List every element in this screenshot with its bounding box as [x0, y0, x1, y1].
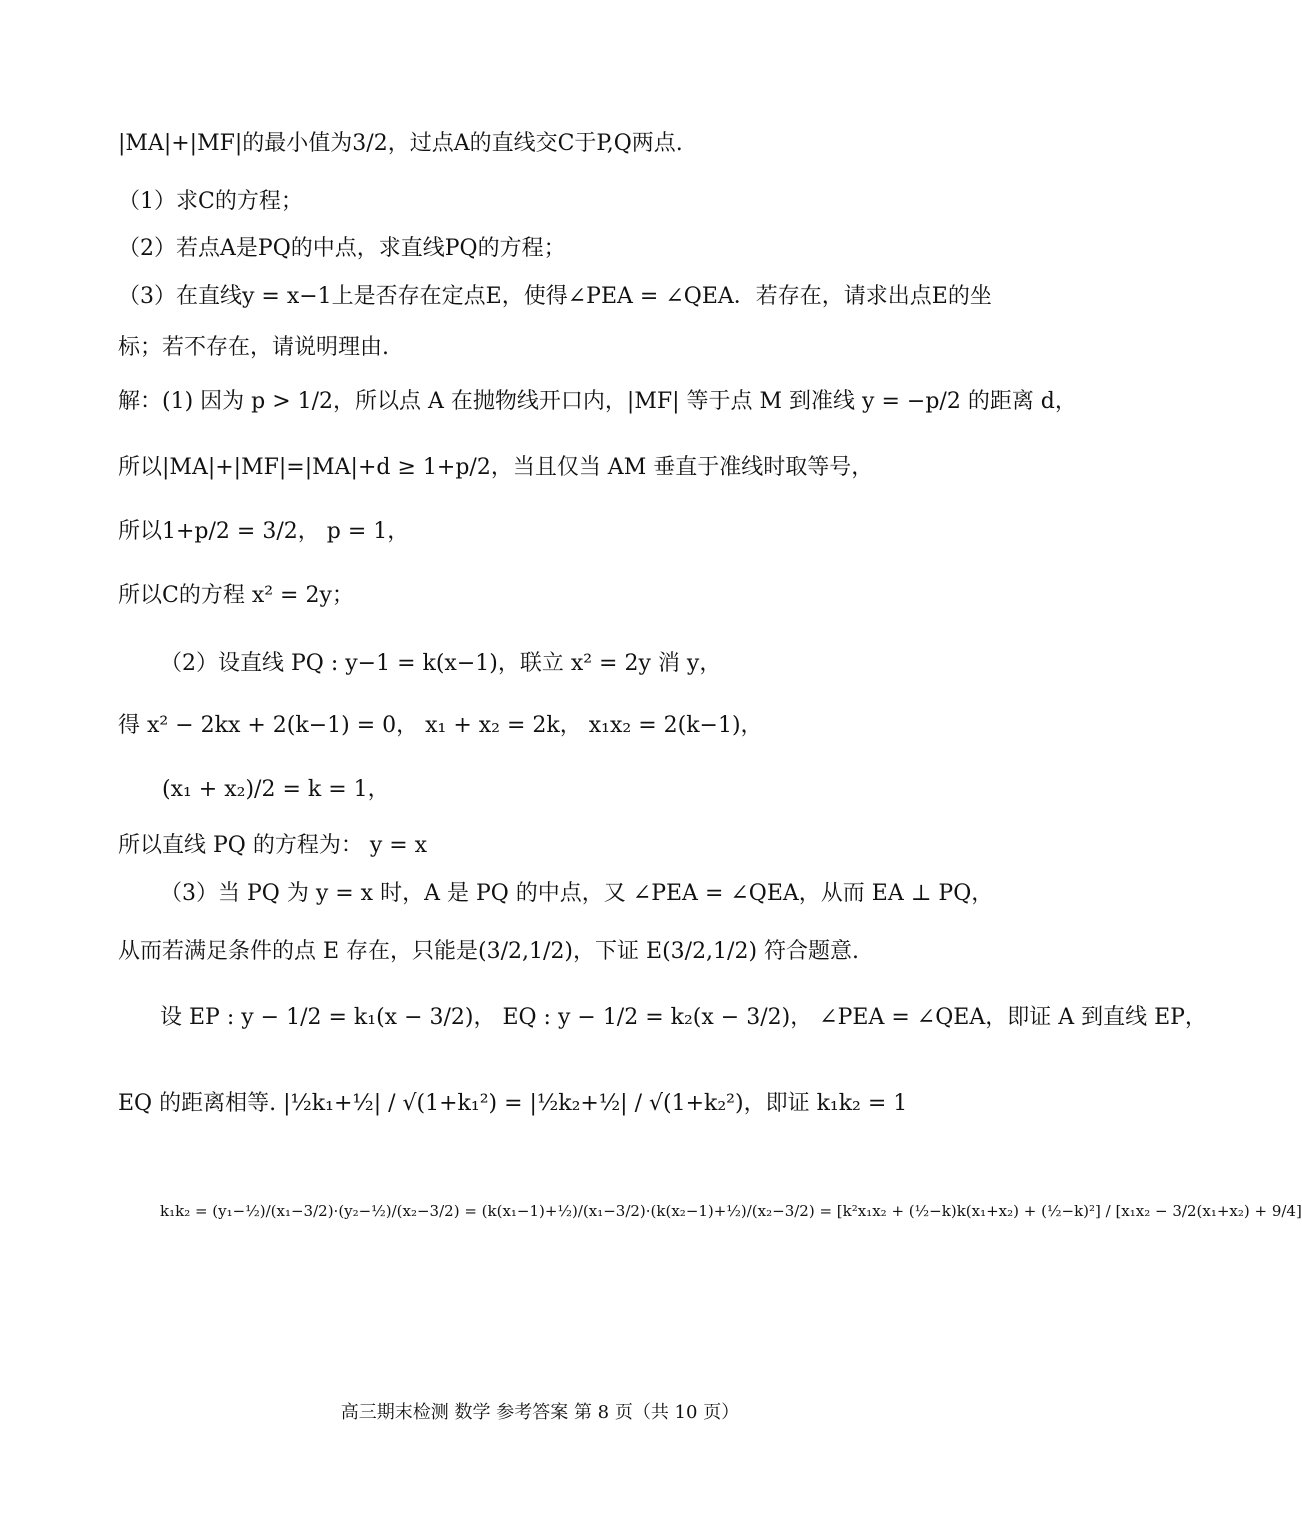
- page-footer: 高三期末检测 数学 参考答案 第 8 页（共 10 页）: [340, 1402, 740, 1423]
- solution-1-line-2: 所以|MA|+|MF|=|MA|+d ≥ 1+p/2，当且仅当 AM 垂直于准线时取等号，: [118, 455, 874, 480]
- question-1: （1）求C的方程；: [118, 189, 303, 214]
- solution-1-line-3: 所以1+p/2 = 3/2， p = 1，: [118, 519, 410, 544]
- solution-2-line-2: 得 x² − 2kx + 2(k−1) = 0， x₁ + x₂ = 2k， x₁x₂ = 2(k−1)，: [118, 713, 763, 738]
- question-2: （2）若点A是PQ的中点，求直线PQ的方程；: [118, 236, 566, 261]
- solution-2-line-1: （2）设直线 PQ : y−1 = k(x−1)，联立 x² = 2y 消 y，: [160, 651, 722, 676]
- solution-2-line-3: (x₁ + x₂)/2 = k = 1，: [162, 777, 390, 802]
- solution-1-line-1: 解：(1) 因为 p > 1/2，所以点 A 在抛物线开口内，|MF| 等于点 M 到准线 y = −p/2 的距离 d，: [118, 389, 1077, 414]
- solution-3-line-5: k₁k₂ = (y₁−½)/(x₁−3/2)·(y₂−½)/(x₂−3/2) = (k(x₁−1)+½)/(x₁−3/2)·(k(x₂−1)+½)/(x₂−3/2) = [k²x₁x₂ + (½−k)k(x₁+x₂) + (½−k)²] / [x₁x₂ − 3/2(x₁+x₂) + 9/4]: [160, 1202, 1302, 1220]
- solution-1-line-4: 所以C的方程 x² = 2y；: [118, 583, 354, 608]
- solution-3-line-3: 设 EP : y − 1/2 = k₁(x − 3/2)， EQ : y − 1/2 = k₂(x − 3/2)， ∠PEA = ∠QEA，即证 A 到直线 EP，: [160, 1005, 1207, 1030]
- solution-3-line-4: EQ 的距离相等. |½k₁+½| / √(1+k₁²) = |½k₂+½| / √(1+k₂²)，即证 k₁k₂ = 1: [118, 1091, 908, 1116]
- solution-3-line-2: 从而若满足条件的点 E 存在，只能是(3/2,1/2)，下证 E(3/2,1/2) 符合题意.: [118, 939, 860, 964]
- solution-2-line-4: 所以直线 PQ 的方程为： y = x: [118, 833, 428, 858]
- text-line-1: |MA|+|MF|的最小值为3/2，过点A的直线交C于P,Q两点.: [118, 131, 683, 156]
- question-3-cont: 标；若不存在，请说明理由.: [118, 335, 389, 360]
- solution-3-line-1: （3）当 PQ 为 y = x 时，A 是 PQ 的中点，又 ∠PEA = ∠QEA，从而 EA ⊥ PQ，: [160, 881, 994, 906]
- question-3: （3）在直线y = x−1上是否存在定点E，使得∠PEA = ∠QEA．若存在，请求出点E的坐: [118, 284, 992, 309]
